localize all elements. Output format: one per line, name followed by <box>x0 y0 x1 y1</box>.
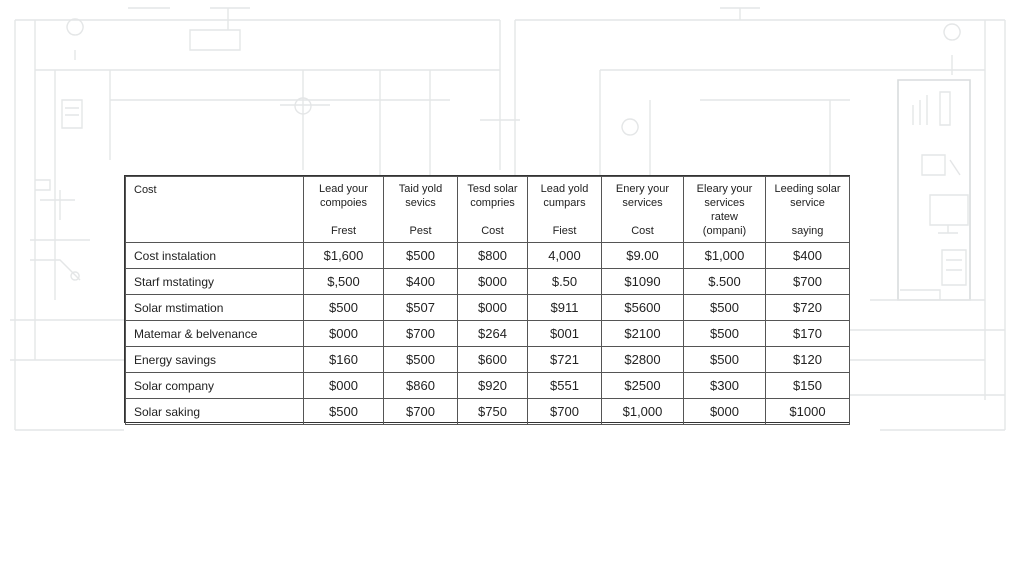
table-cell: $,500 <box>304 269 384 295</box>
table-cell: $860 <box>384 373 458 399</box>
row-label: Starf mstatingy <box>126 269 304 295</box>
data-table <box>125 176 850 425</box>
column-header <box>528 177 602 243</box>
table-cell: $1,000 <box>602 399 684 425</box>
table-cell: $720 <box>766 295 850 321</box>
column-subtitle: (ompani) <box>702 225 747 237</box>
table-cell: $700 <box>528 399 602 425</box>
table-cell: $500 <box>304 295 384 321</box>
table-row <box>126 269 850 295</box>
table-row <box>126 243 850 269</box>
table-cell: $700 <box>766 269 850 295</box>
corner-header <box>126 177 304 243</box>
table-cell: $1,000 <box>684 243 766 269</box>
table-cell: $1,600 <box>304 243 384 269</box>
column-subtitle: Fiest <box>552 225 577 237</box>
row-label: Matemar & belvenance <box>126 321 304 347</box>
table-cell: $000 <box>304 373 384 399</box>
table-cell: $911 <box>528 295 602 321</box>
table-cell: 4,000 <box>528 243 602 269</box>
column-title: Eleary your services ratew <box>696 183 753 223</box>
table-cell: $2800 <box>602 347 684 373</box>
table-row <box>126 295 850 321</box>
table-cell: $001 <box>528 321 602 347</box>
table-row <box>126 399 850 425</box>
table-cell: $000 <box>684 399 766 425</box>
table-cell: $2100 <box>602 321 684 347</box>
table-cell: $264 <box>458 321 528 347</box>
table-row <box>126 373 850 399</box>
table-cell: $5600 <box>602 295 684 321</box>
table-cell: $721 <box>528 347 602 373</box>
corner-label: Cost <box>134 184 157 196</box>
table-cell: $1000 <box>766 399 850 425</box>
table-cell: $500 <box>384 243 458 269</box>
table-cell: $800 <box>458 243 528 269</box>
table-cell: $.50 <box>528 269 602 295</box>
table-cell: $000 <box>458 269 528 295</box>
table-cell: $551 <box>528 373 602 399</box>
row-label: Solar company <box>126 373 304 399</box>
table-cell: $507 <box>384 295 458 321</box>
table-cell: $700 <box>384 321 458 347</box>
column-title: Taid yold sevics <box>398 183 443 209</box>
column-subtitle: Pest <box>409 225 432 237</box>
table-cell: $400 <box>766 243 850 269</box>
column-title: Enery your services <box>615 183 670 209</box>
table-cell: $920 <box>458 373 528 399</box>
column-title: Leeding solar service <box>774 183 841 209</box>
table-cell: $1090 <box>602 269 684 295</box>
table-cell: $000 <box>304 321 384 347</box>
table-cell: $750 <box>458 399 528 425</box>
table-cell: $500 <box>684 321 766 347</box>
table-cell: $400 <box>384 269 458 295</box>
table-cell: $000 <box>458 295 528 321</box>
column-header <box>766 177 850 243</box>
table-row <box>126 347 850 373</box>
column-header <box>602 177 684 243</box>
column-subtitle: saying <box>791 225 824 237</box>
table-cell: $150 <box>766 373 850 399</box>
header-row <box>126 177 850 243</box>
column-header <box>458 177 528 243</box>
row-label: Energy savings <box>126 347 304 373</box>
column-header <box>384 177 458 243</box>
table-cell: $300 <box>684 373 766 399</box>
row-label: Solar saking <box>126 399 304 425</box>
table-cell: $120 <box>766 347 850 373</box>
table-cell: $500 <box>684 347 766 373</box>
table-cell: $170 <box>766 321 850 347</box>
table-cell: $.500 <box>684 269 766 295</box>
table-cell: $600 <box>458 347 528 373</box>
column-header <box>684 177 766 243</box>
table-cell: $2500 <box>602 373 684 399</box>
row-label: Cost instalation <box>126 243 304 269</box>
table-cell: $500 <box>384 347 458 373</box>
table-cell: $500 <box>304 399 384 425</box>
column-subtitle: Frest <box>330 225 357 237</box>
table-cell: $500 <box>684 295 766 321</box>
row-label: Solar mstimation <box>126 295 304 321</box>
cost-comparison-table <box>124 175 850 423</box>
column-subtitle: Cost <box>631 225 654 237</box>
column-title: Lead your compoies <box>319 183 368 209</box>
column-title: Lead yold cumpars <box>540 183 589 209</box>
column-subtitle: Cost <box>481 225 504 237</box>
table-cell: $160 <box>304 347 384 373</box>
column-title: Tesd solar compries <box>467 183 518 209</box>
column-header <box>304 177 384 243</box>
table-cell: $9.00 <box>602 243 684 269</box>
table-row <box>126 321 850 347</box>
table-body <box>126 243 850 425</box>
table-cell: $700 <box>384 399 458 425</box>
